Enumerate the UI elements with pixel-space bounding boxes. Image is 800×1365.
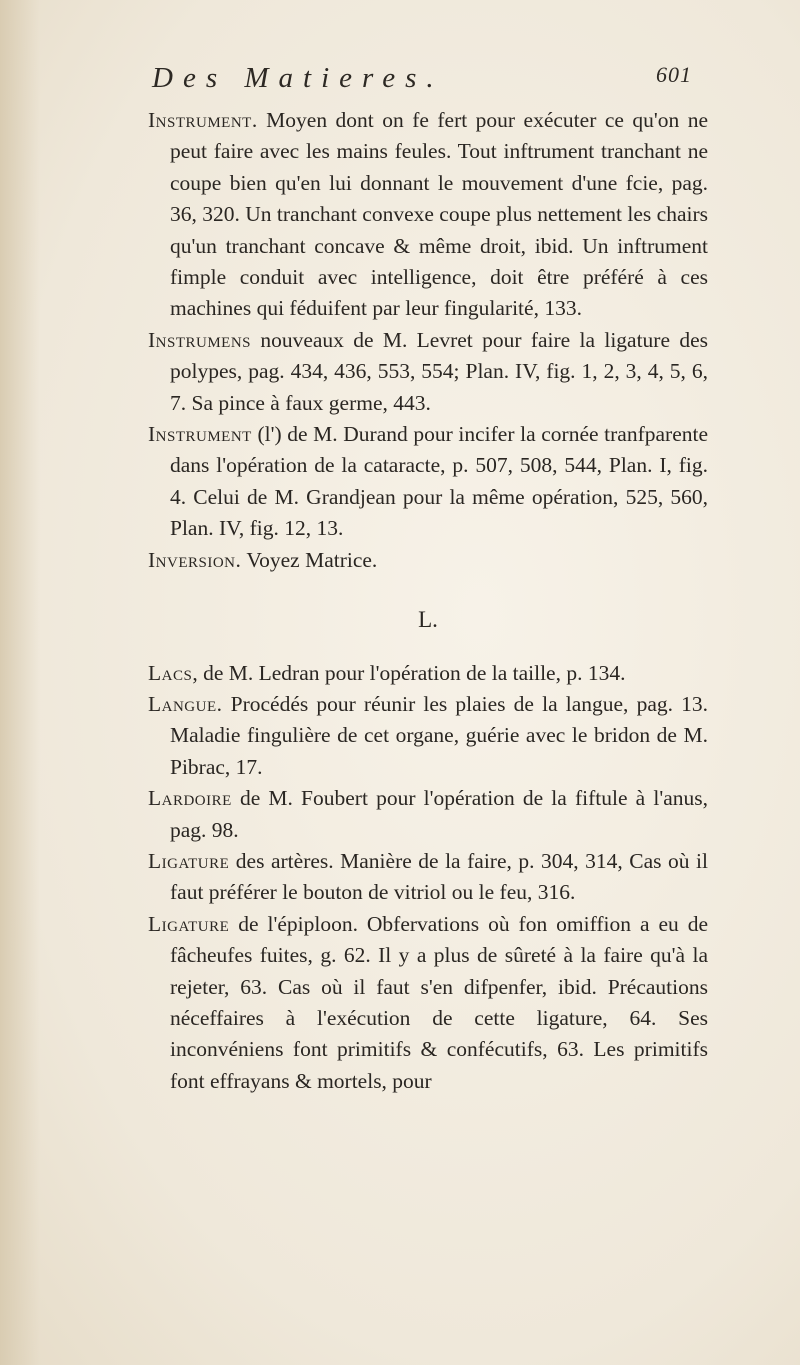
entry-text: Voyez Matrice. xyxy=(241,547,378,572)
index-entry xyxy=(148,783,708,846)
index-entry xyxy=(148,846,708,909)
index-entry xyxy=(148,689,708,783)
index-entry xyxy=(148,909,708,1097)
page-edge-shadow xyxy=(0,0,40,1365)
entry-text: nouveaux de M. Levret pour faire la ligature des polypes, pag. 434, 436, 553, 554; Plan. IV, fig. 1, 2, 3, 4, 5, 6, 7. Sa pince à faux germe, 443. xyxy=(170,327,708,415)
entry-text: Procédés pour réunir les plaies de la langue, pag. 13. Maladie fingulière de cet organe, guérie avec le bridon de M. Pibrac, 17. xyxy=(170,691,708,779)
page-number: 601 xyxy=(656,62,692,87)
entry-headword: Instrument. xyxy=(148,108,258,132)
index-entry xyxy=(148,105,708,325)
entry-headword: Instrumens xyxy=(148,327,252,352)
index-entry xyxy=(148,545,708,576)
entry-headword: Lacs xyxy=(148,660,193,685)
index-entry xyxy=(148,658,708,689)
entry-headword: Inversion. xyxy=(148,547,242,572)
entry-headword: Ligature xyxy=(148,911,230,936)
entry-headword: Ligature xyxy=(148,848,230,873)
section-letter-heading: L. xyxy=(418,607,438,633)
index-entry xyxy=(148,419,708,545)
entry-headword: Instrument xyxy=(148,422,252,447)
entry-text: Moyen dont on fe fert pour exécuter ce qu'on ne peut faire avec les mains feules. Tout inftrument tranchant ne coupe bien qu'en lui donnant le mouvement d'une fcie, pag. 36, 320. Un tranchant convexe coupe plus nettement les chairs qu'un tranchant concave & même droit, ibid. Un inftrument fimple conduit avec intelligence, doit être préféré à ces machines qui féduifent par leur fingularité, 133. xyxy=(170,108,708,321)
entry-text: de l'épiploon. Obfervations où fon omiffion a eu de fâcheufes fuites, g. 62. Il y a plus de sûreté à la faire qu'à la rejeter, 63. Cas où il faut s'en difpenfer, ibid. Précautions néceffaires à l'exécution de cette ligature, 64. Ses inconvéniens font primitifs & confécutifs, 63. Les primitifs font effrayans & mortels, pour xyxy=(170,911,708,1093)
running-head xyxy=(152,62,692,102)
entry-text: des artères. Manière de la faire, p. 304, 314, Cas où il faut préférer le bouton de vitriol ou le feu, 316. xyxy=(170,848,708,905)
entry-text: (l') de M. Durand pour incifer la cornée tranfparente dans l'opération de la cataracte, p. 507, 508, 544, Plan. I, fig. 4. Celui de M. Grandjean pour la même opération, 525, 560, Plan. IV, fig. 12, 13. xyxy=(170,422,708,541)
entry-headword: Lardoire xyxy=(148,786,232,811)
index-entry xyxy=(148,325,708,419)
entry-text: , de M. Ledran pour l'opération de la taille, p. 134. xyxy=(192,660,626,685)
running-head-title: Des Matieres. xyxy=(152,62,444,94)
index-text xyxy=(148,105,708,1097)
entry-headword: Langue. xyxy=(148,691,223,716)
entry-text: de M. Foubert pour l'opération de la fiftule à l'anus, pag. 98. xyxy=(170,786,708,842)
